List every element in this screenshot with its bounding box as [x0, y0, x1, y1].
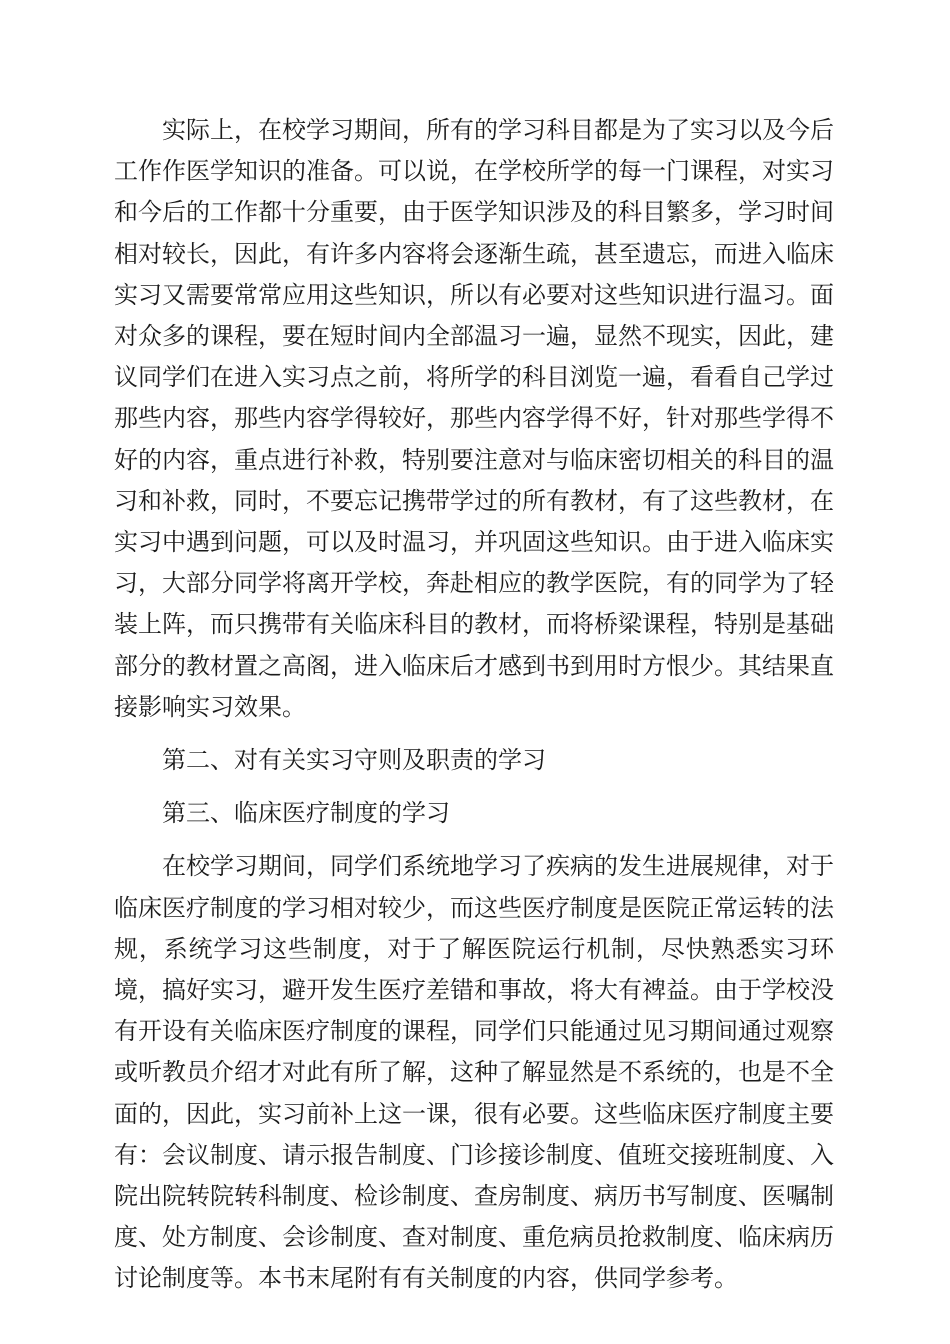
- paragraph-medical-regulations: 在校学习期间，同学们系统地学习了疾病的发生进展规律，对于临床医疗制度的学习相对较少，而这些医疗制度是医院正常运转的法规，系统学习这些制度，对于了解医院运行机制，尽快熟悉实习环境，搞好实习，避开发生医疗差错和事故，将大有裨益。由于学校没有开设有关临床医疗制度的课程，同学们只能通过见习期间通过观察或听教员介绍才对此有所了解，这种了解显然是不系统的，也是不全面的，因此，实习前补上这一课，很有必要。这些临床医疗制度主要有：会议制度、请示报告制度、门诊接诊制度、值班交接班制度、入院出院转院转科制度、检诊制度、查房制度、病历书写制度、医嘱制度、处方制度、会诊制度、查对制度、重危病员抢救制度、临床病历讨论制度等。本书末尾附有有关制度的内容，供同学参考。: [114, 852, 834, 1293]
- document-body: [114, 110, 834, 1300]
- paragraph-gap: [114, 728, 834, 740]
- section-heading-internship-rules: 第二、对有关实习守则及职责的学习: [162, 746, 546, 775]
- paragraph-gap: [114, 834, 834, 846]
- paragraph-study-review: 实际上，在校学习期间，所有的学习科目都是为了实习以及今后工作作医学知识的准备。可以说，在学校所学的每一门课程，对实习和今后的工作都十分重要，由于医学知识涉及的科目繁多，学习时间相对较长，因此，有许多内容将会逐渐生疏，甚至遗忘，而进入临床实习又需要常常应用这些知识，所以有必要对这些知识进行温习。面对众多的课程，要在短时间内全部温习一遍，显然不现实，因此，建议同学们在进入实习点之前，将所学的科目浏览一遍，看看自己学过那些内容，那些内容学得较好，那些内容学得不好，针对那些学得不好的内容，重点进行补救，特别要注意对与临床密切相关的科目的温习和补救，同时，不要忘记携带学过的所有教材，有了这些教材，在实习中遇到问题，可以及时温习，并巩固这些知识。由于进入临床实习，大部分同学将离开学校，奔赴相应的教学医院，有的同学为了轻装上阵，而只携带有关临床科目的教材，而将桥梁课程，特别是基础部分的教材置之高阁，进入临床后才感到书到用时方恨少。其结果直接影响实习效果。: [114, 116, 834, 721]
- paragraph-gap: [114, 781, 834, 793]
- section-heading-medical-regulations: 第三、临床医疗制度的学习: [162, 799, 450, 828]
